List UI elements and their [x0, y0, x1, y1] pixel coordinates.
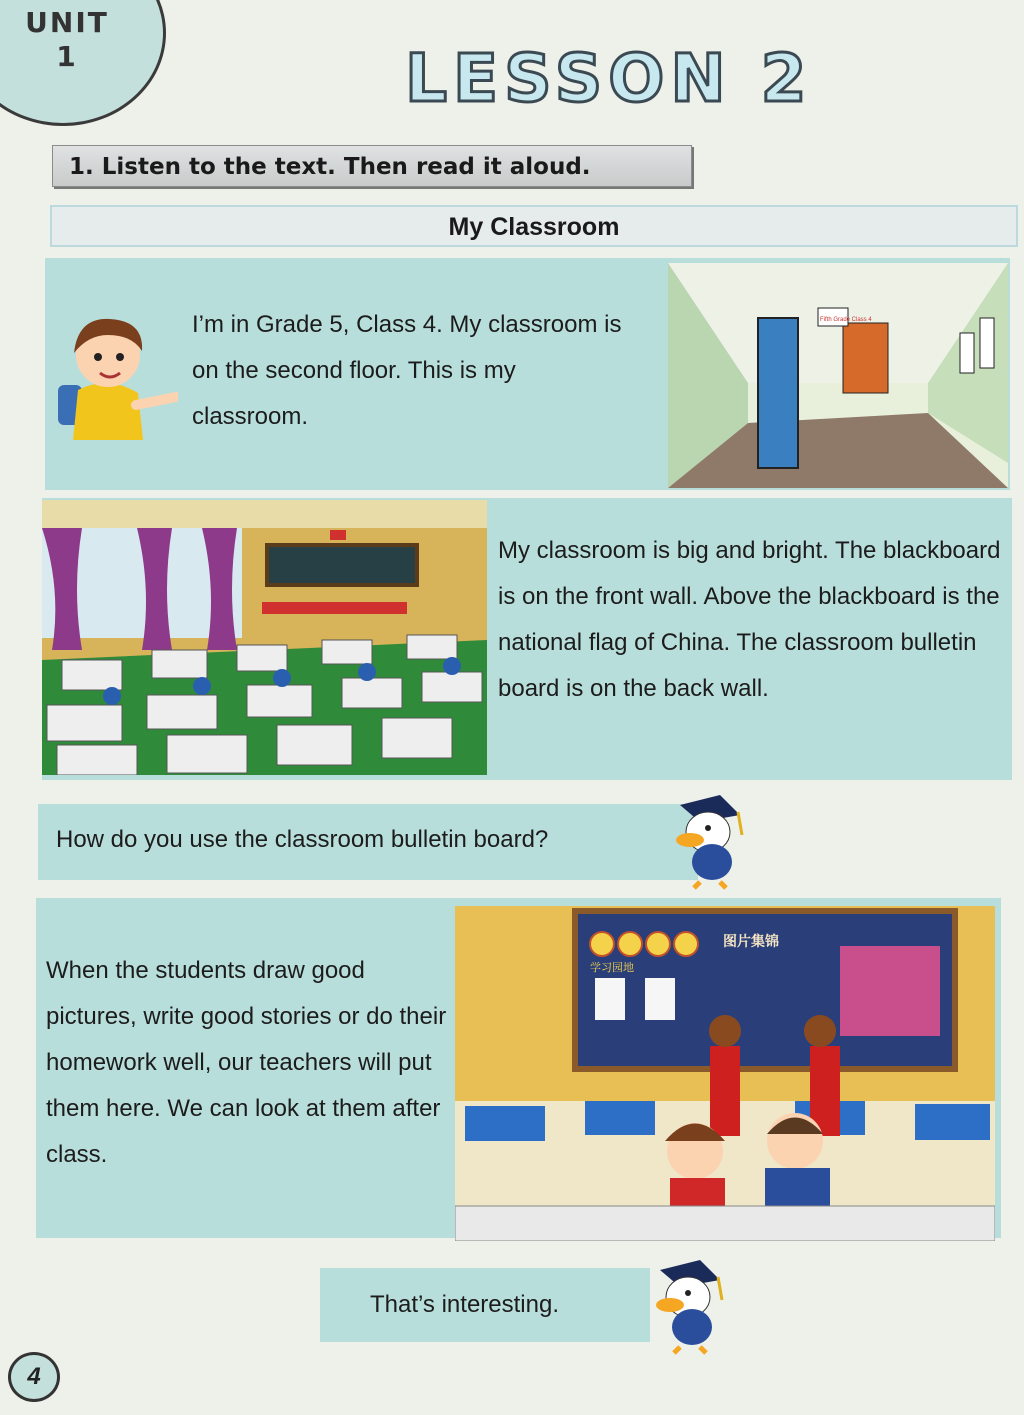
hallway-illustration [668, 263, 1008, 488]
hallway-sign-text: Fifth Grade Class 4 [820, 317, 872, 323]
text-title: My Classroom [50, 205, 1018, 247]
lesson-title: LESSON 2 [405, 40, 813, 117]
boy-illustration [48, 305, 178, 445]
duck-illustration-reply [640, 1255, 735, 1355]
classroom-illustration [42, 500, 487, 775]
duck-illustration-question [660, 790, 755, 890]
unit-word: UNIT [25, 6, 109, 39]
intro-text: I’m in Grade 5, Class 4. My classroom is on the second floor. This is my classroom. [192, 311, 622, 430]
unit-number: 1 [56, 40, 78, 73]
picture-heading: 图片集锦 [723, 934, 779, 950]
unit-label [22, 6, 112, 74]
reply-text: That’s interesting. [370, 1291, 559, 1318]
instruction-bar: 1. Listen to the text. Then read it aloud. [52, 145, 692, 187]
page-number: 4 [8, 1352, 60, 1402]
classroom-description-text: My classroom is big and bright. The blackboard is on the front wall. Above the blackboard is the national flag of China. The classroom bulletin board is on the back wall. [498, 537, 1001, 702]
bulletin-board-illustration [455, 906, 995, 1241]
question-text: How do you use the classroom bulletin board? [56, 826, 549, 853]
bulletin-heading: 学习园地 [590, 961, 634, 974]
bulletin-text: When the students draw good pictures, write good stories or do their homework well, our teachers will put them here. We can look at them after class. [46, 957, 447, 1168]
